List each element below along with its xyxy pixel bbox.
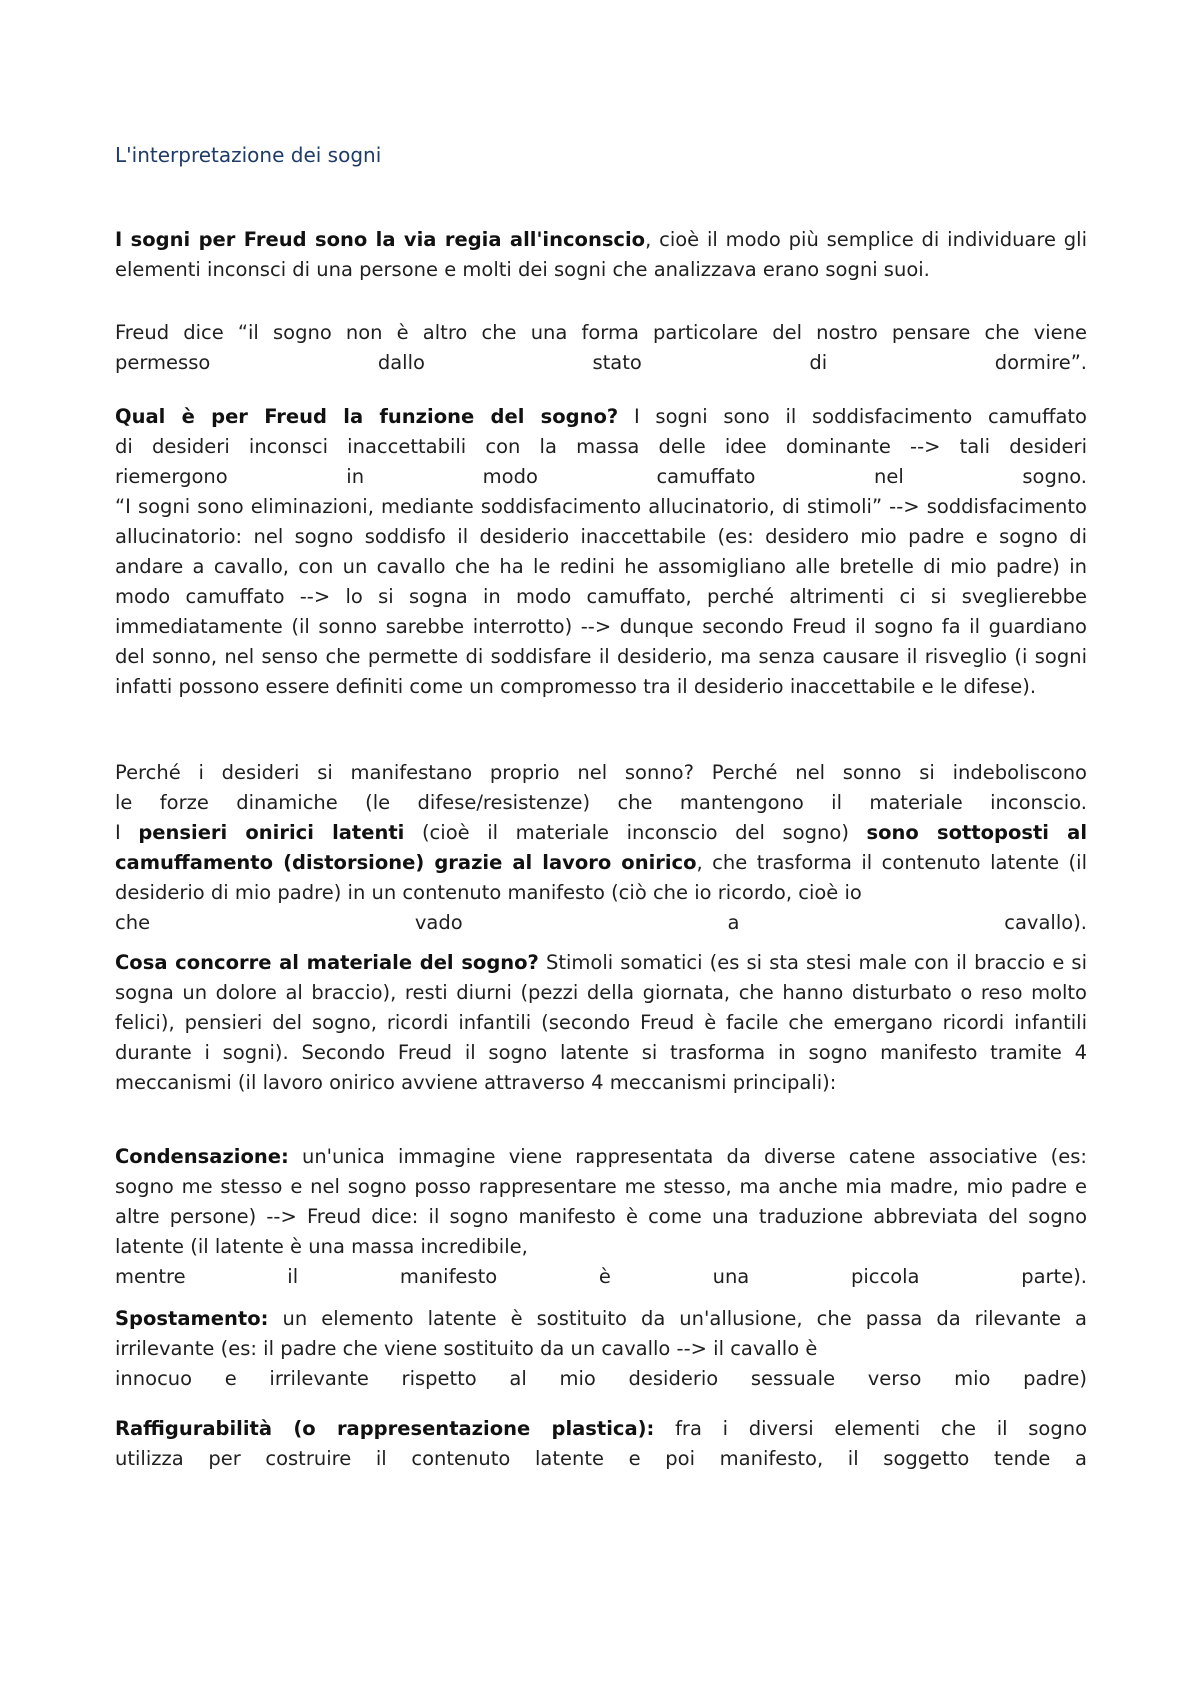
paragraph-via-regia bbox=[115, 225, 1087, 285]
text-line: Raffigurabilità (o rappresentazione plastica): fra i diversi elementi che il sogno bbox=[115, 1417, 1088, 1440]
paragraph-text: “I sogni sono eliminazioni, mediante soddisfacimento allucinatorio, di stimoli” --> soddisfacimento allucinatorio: nel sogno soddisfo il desiderio inaccettabile (es: desidero mio padre e sogno di andare a cavallo, con un cavallo che ha le redini he assomigliano alle bretelle di mio padre) in modo camuffato --> lo si sogna in modo camuffato, perché altrimenti ci si sveglierebbe immediatamente (il sonno sarebbe interrotto) --> dunque secondo Freud il sogno fa il guardiano del sonno, nel senso che permette di soddisfare il desiderio, ma senza causare il risveglio (i sogni infatti possono essere definiti come un compromesso tra il desiderio inaccettabile e le difese). bbox=[115, 495, 1087, 698]
bold-question: Cosa concorre al materiale del sogno? bbox=[115, 951, 539, 974]
bold-phrase: I sogni per Freud sono la via regia all'inconscio bbox=[115, 228, 646, 251]
text-line: che vado a cavallo). bbox=[115, 911, 1087, 934]
bold-term: Raffigurabilità (o rappresentazione plastica): bbox=[115, 1417, 655, 1440]
paragraph-text: un'unica immagine viene rappresentata da diverse catene associative (es: sogno me stesso e nel sogno posso rappresentare me stesso, ma anche mia madre, mio padre e altre persone) --> Freud dice: il sogno manifesto è come una traduzione abbreviata del sogno latente (il latente è una massa incredibile, bbox=[115, 1145, 1087, 1258]
paragraph-funzione-sogno bbox=[115, 402, 1087, 702]
text-line: Freud dice “il sogno non è altro che una forma particolare del nostro pensare che viene bbox=[115, 321, 1087, 344]
bold-term: Condensazione: bbox=[115, 1145, 289, 1168]
text-line: le forze dinamiche (le difese/resistenze) che mantengono il materiale inconscio. bbox=[115, 791, 1087, 814]
paragraph-freud-quote bbox=[115, 318, 1087, 378]
paragraph-text: un elemento latente è sostituito da un'allusione, che passa da rilevante a irrilevante (es: il padre che viene sostituito da un cavallo --> il cavallo è bbox=[115, 1307, 1087, 1360]
bold-term: Spostamento: bbox=[115, 1307, 269, 1330]
text-line: riemergono in modo camuffato nel sogno. bbox=[115, 465, 1087, 488]
paragraph-desideri-sonno: Perché i desideri si manifestano proprio nel sonno? Perché nel sonno si indeboliscono le forze dinamiche (le difese/resistenze) che mantengono il materiale inconscio. I pensieri onirici latenti (cioè il materiale inconscio del sogno) sono sottoposti al camuffamento (distorsione) grazie al lavoro onirico, che trasforma il contenuto latente (il desiderio di mio padre) in un contenuto manifesto (ciò che io ricordo, cioè io che vado a cavallo). bbox=[115, 758, 1087, 938]
text-line: permesso dallo stato di dormire”. bbox=[115, 351, 1087, 374]
paragraph-condensazione bbox=[115, 1142, 1087, 1292]
paragraph-raffigurabilita bbox=[115, 1414, 1087, 1474]
text-line: utilizza per costruire il contenuto latente e poi manifesto, il soggetto tende a bbox=[115, 1447, 1087, 1470]
paragraph-spostamento bbox=[115, 1304, 1087, 1394]
text-line: innocuo e irrilevante rispetto al mio desiderio sessuale verso mio padre) bbox=[115, 1367, 1087, 1390]
text-line: Perché i desideri si manifestano proprio nel sonno? Perché nel sonno si indeboliscono bbox=[115, 761, 1087, 784]
bold-question: Qual è per Freud la funzione del sogno? bbox=[115, 405, 619, 428]
paragraph-text: Stimoli somatici (es si sta stesi male con il braccio e si sogna un dolore al braccio), resti diurni (pezzi della giornata, che hanno disturbato o reso molto felici), pensieri del sogno, ricordi infantili (secondo Freud è facile che emergano ricordi infantili durante i sogni). Secondo Freud il sogno latente si trasforma in sogno manifesto tramite 4 meccanismi (il lavoro onirico avviene attraverso 4 meccanismi principali): bbox=[115, 951, 1087, 1094]
page-title: L'interpretazione dei sogni bbox=[115, 143, 382, 167]
paragraph-materiale-sogno bbox=[115, 948, 1087, 1098]
text-line: di desideri inconsci inaccettabili con la massa delle idee dominante --> tali desideri bbox=[115, 435, 1087, 458]
paragraph-text: , cioè il modo più semplice di individuare gli elementi inconsci di una persone e molti dei sogni che analizzava erano sogni suoi. bbox=[115, 228, 1087, 281]
text-line: mentre il manifesto è una piccola parte). bbox=[115, 1265, 1087, 1288]
bold-phrase: pensieri onirici latenti bbox=[138, 821, 405, 844]
text-line: Qual è per Freud la funzione del sogno? I sogni sono il soddisfacimento camuffato bbox=[115, 405, 1087, 428]
bold-phrase: sono sottoposti al camuffamento (distorsione) grazie al lavoro onirico bbox=[115, 821, 1087, 874]
